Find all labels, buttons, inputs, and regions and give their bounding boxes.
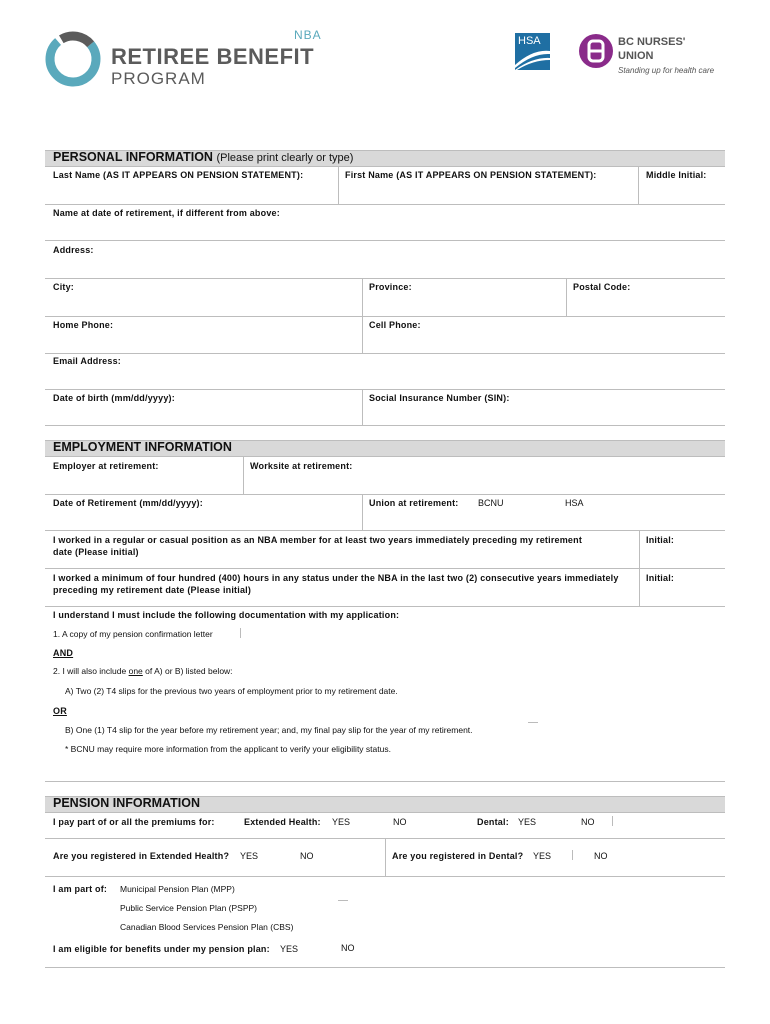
postal-code-field[interactable]: Postal Code: xyxy=(573,282,631,292)
bcnu-emblem-icon xyxy=(578,33,614,69)
employment-title: EMPLOYMENT INFORMATION xyxy=(53,440,232,454)
dental-no-checkbox[interactable] xyxy=(612,816,613,826)
city-field[interactable]: City: xyxy=(53,282,74,292)
divider xyxy=(243,456,244,494)
divider xyxy=(45,353,725,354)
divider xyxy=(362,494,363,530)
dob-field[interactable]: Date of birth (mm/dd/yyyy): xyxy=(53,393,175,403)
registered-dental-yes[interactable]: YES xyxy=(533,851,552,861)
personal-subtitle: (Please print clearly or type) xyxy=(216,152,354,164)
documentation-header: I understand I must include the following documentation with my application: xyxy=(53,610,400,620)
bcnu-line2: UNION xyxy=(618,50,654,62)
divider xyxy=(45,494,725,495)
plan-option-pspp[interactable]: Public Service Pension Plan (PSPP) xyxy=(120,903,258,913)
doc-item-2 xyxy=(53,666,233,676)
hsa-logo xyxy=(515,33,550,70)
and-label: AND xyxy=(53,648,74,658)
initial-1-field[interactable]: Initial: xyxy=(646,535,675,545)
hsa-logo-text: HSA xyxy=(518,35,541,47)
registered-dental-checkbox[interactable] xyxy=(572,850,573,860)
doc-option-b[interactable]: B) One (1) T4 slip for the year before my retirement year; and, my final pay slip for the year of my retirement. xyxy=(65,725,473,735)
eligible-no[interactable]: NO xyxy=(341,943,355,953)
registered-eh-label: Are you registered in Extended Health? xyxy=(53,851,230,861)
divider xyxy=(45,568,725,569)
pay-part-label: I pay part of or all the premiums for: xyxy=(53,817,215,827)
doc-item-2-pre: 2. I will also include xyxy=(53,666,129,676)
divider xyxy=(45,240,725,241)
personal-title xyxy=(53,150,353,164)
plan-option-cbs[interactable]: Canadian Blood Services Pension Plan (CBS) xyxy=(120,922,294,932)
divider xyxy=(45,425,725,426)
dental-label: Dental: xyxy=(477,817,509,827)
extended-health-label: Extended Health: xyxy=(244,817,321,827)
divider xyxy=(338,166,339,204)
dental-no[interactable]: NO xyxy=(581,817,595,827)
union-label: Union at retirement: xyxy=(369,498,459,508)
divider xyxy=(566,278,567,316)
doc-option-b-checkbox[interactable] xyxy=(528,722,538,723)
divider xyxy=(362,389,363,425)
divider xyxy=(45,967,725,968)
personal-title-text: PERSONAL INFORMATION xyxy=(53,150,213,164)
divider xyxy=(362,278,363,316)
home-phone-field[interactable]: Home Phone: xyxy=(53,320,114,330)
first-name-field[interactable]: First Name (AS IT APPEARS ON PENSION STATEMENT): xyxy=(345,170,597,180)
nba-ring-icon xyxy=(44,30,104,90)
divider xyxy=(385,838,386,876)
employer-field[interactable]: Employer at retirement: xyxy=(53,461,159,471)
doc-item-1-checkbox[interactable] xyxy=(240,628,241,638)
eligibility-note: * BCNU may require more information from the applicant to verify your eligibility status. xyxy=(65,744,391,754)
union-hsa-option[interactable]: HSA xyxy=(565,498,584,508)
doc-option-a[interactable]: A) Two (2) T4 slips for the previous two years of employment prior to my retirement date. xyxy=(65,686,398,696)
divider xyxy=(45,781,725,782)
address-field[interactable]: Address: xyxy=(53,245,94,255)
plan-checkbox[interactable] xyxy=(338,900,348,901)
dental-yes[interactable]: YES xyxy=(518,817,537,827)
registered-eh-no[interactable]: NO xyxy=(300,851,314,861)
statement-2-line2: preceding my retirement date (Please initial) xyxy=(53,585,252,595)
program-subtitle: PROGRAM xyxy=(111,69,206,88)
worksite-field[interactable]: Worksite at retirement: xyxy=(250,461,353,471)
registered-dental-label: Are you registered in Dental? xyxy=(392,851,524,861)
bcnu-tagline: Standing up for health care xyxy=(618,66,715,75)
pension-title: PENSION INFORMATION xyxy=(53,796,200,810)
divider xyxy=(45,389,725,390)
doc-item-2-one: one xyxy=(128,666,143,676)
sin-field[interactable]: Social Insurance Number (SIN): xyxy=(369,393,510,403)
nba-logo xyxy=(44,30,334,90)
hsa-wave-icon xyxy=(515,47,550,70)
divider xyxy=(45,530,725,531)
name-at-retirement-field[interactable]: Name at date of retirement, if different from above: xyxy=(53,208,280,218)
registered-dental-no[interactable]: NO xyxy=(594,851,608,861)
registered-eh-yes[interactable]: YES xyxy=(240,851,259,861)
initial-2-field[interactable]: Initial: xyxy=(646,573,675,583)
province-field[interactable]: Province: xyxy=(369,282,412,292)
divider xyxy=(45,316,725,317)
divider xyxy=(362,316,363,353)
last-name-field[interactable]: Last Name (AS IT APPEARS ON PENSION STATEMENT): xyxy=(53,170,304,180)
or-label: OR xyxy=(53,706,67,716)
middle-initial-field[interactable]: Middle Initial: xyxy=(646,170,707,180)
plan-option-mpp[interactable]: Municipal Pension Plan (MPP) xyxy=(120,884,235,894)
extended-health-no[interactable]: NO xyxy=(393,817,407,827)
extended-health-yes[interactable]: YES xyxy=(332,817,351,827)
doc-item-2-post: of A) or B) listed below: xyxy=(142,666,233,676)
divider xyxy=(45,876,725,877)
cell-phone-field[interactable]: Cell Phone: xyxy=(369,320,421,330)
doc-item-1: 1. A copy of my pension confirmation letter xyxy=(53,629,213,639)
program-title: RETIREE BENEFIT xyxy=(111,44,315,69)
date-of-retirement-field[interactable]: Date of Retirement (mm/dd/yyyy): xyxy=(53,498,203,508)
part-of-label: I am part of: xyxy=(53,884,108,894)
email-field[interactable]: Email Address: xyxy=(53,356,121,366)
statement-1-line1: I worked in a regular or casual position as an NBA member for at least two years immediately preceding my retirement xyxy=(53,535,583,545)
nba-tag: NBA xyxy=(294,28,322,42)
union-bcnu-option[interactable]: BCNU xyxy=(478,498,504,508)
divider xyxy=(45,606,725,607)
bcnu-line1: BC NURSES' xyxy=(618,36,686,48)
divider xyxy=(45,204,725,205)
divider xyxy=(45,278,725,279)
statement-2-line1: I worked a minimum of four hundred (400) hours in any status under the NBA in the last two (2) consecutive years immediately xyxy=(53,573,619,583)
statement-1-line2: date (Please initial) xyxy=(53,547,139,557)
bcnu-logo xyxy=(578,33,728,75)
eligible-label: I am eligible for benefits under my pension plan: xyxy=(53,944,270,954)
divider xyxy=(638,166,639,204)
eligible-yes[interactable]: YES xyxy=(280,944,299,954)
